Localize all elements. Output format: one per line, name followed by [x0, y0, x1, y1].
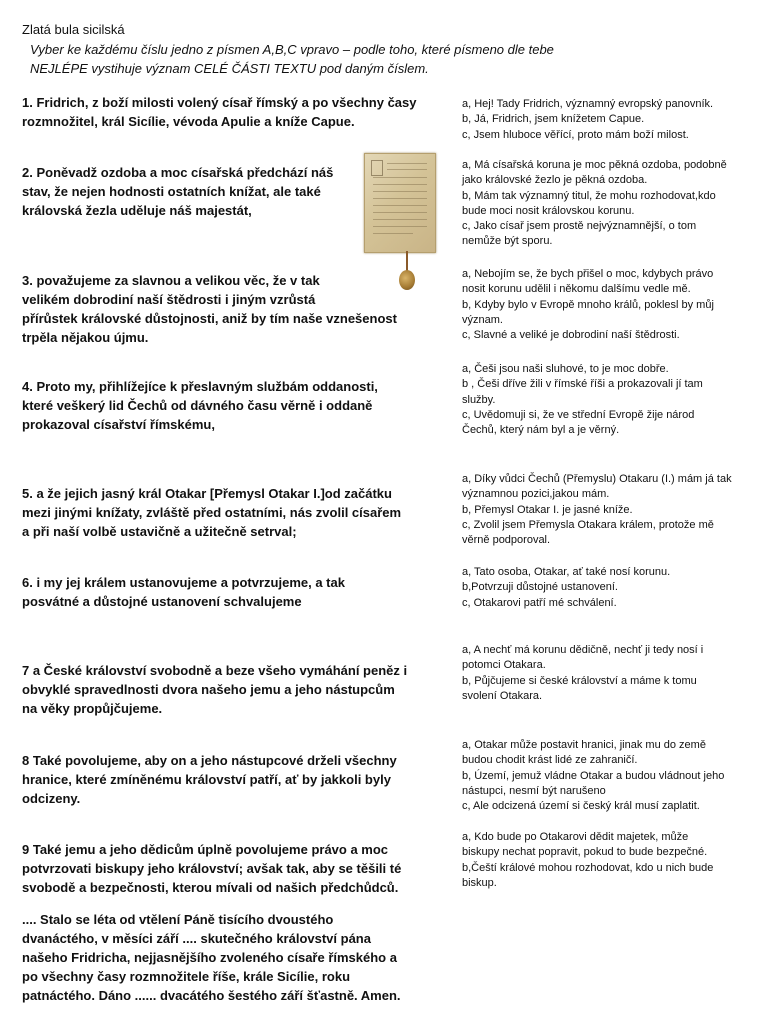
section-7-options: a, A nechť má korunu dědičně, nechť ji tedy nosí i potomci Otakara. b, Půjčujeme si české království a máme k tomu svolení Otakara.: [462, 644, 704, 702]
section-5-text: 5. a že jejich jasný král Otakar [Přemysl Otakar I.]od začátku mezi jinými knížaty, zvláště před ostatními, nás zvolil císařem a při naší volbě ustavičně a užitečně setrval;: [22, 486, 402, 539]
section-1-options: [462, 97, 762, 143]
instructions: [30, 40, 650, 78]
section-3-options: a, Nebojím se, že bych přišel o moc, kdybych právo nosit korunu udělil i někomu dalšímu vedle mě. b, Kdyby bylo v Evropě mnoho králů, poklesl by můj význam. c, Slavné a veliké je dobrodiní naší štědrosti.: [462, 268, 714, 342]
section-6-text: 6. i my jej králem ustanovujeme a potvrzujeme, a tak posvátné a důstojné ustanovení schvalujeme: [22, 575, 345, 609]
section-6-options: a, Tato osoba, Otakar, ať také nosí korunu. b,Potvrzuji důstojné ustanovení. c, Otakarovi patří mé schválení.: [462, 566, 671, 609]
golden-seal-icon: [399, 270, 415, 290]
page-title: Zlatá bula sicilská: [22, 22, 125, 37]
section-8-options: a, Otakar může postavit hranici, jinak mu do země budou chodit krást lidé ze zahraničí. b, Území, jemuž vládne Otakar a budou vládnout jeho nástupci, nesmí být narušeno c, Ale odcizená území si český král musí zaplatit.: [462, 739, 725, 813]
section-2-options: a, Má císařská koruna je moc pěkná ozdoba, podobně jako královské žezlo je pěkná ozdoba. b, Mám tak významný titul, že mohu rozhodovat,kdo bude moci nosit královskou korunu. c, Jako císař jsem prostě nejvýznamnější, o tom nemůže být sporu.: [462, 159, 727, 248]
section-4-text: 4. Proto my, přihlížejíce k přeslavným službám oddanosti, které veškerý lid Čechů od dávného času věrně i oddaně prokazoval císařství římskému,: [22, 379, 378, 432]
option-a: a, Hej! Tady Fridrich, významný evropský panovník.: [462, 98, 714, 110]
golden-bull-document-image: [364, 153, 436, 253]
section-1-text: 1. Fridrich, z boží milosti volený císař římský a po všechny časy rozmnožitel, král Sicílie, vévoda Apulie a kníže Capue.: [22, 95, 417, 129]
section-4-options: a, Češi jsou naši sluhové, to je moc dobře. b , Češi dříve žili v římské říši a prokazovali jí tam služby. c, Uvědomuji si, že ve střední Evropě žije národ Čechů, který nám byl a je věrný.: [462, 363, 703, 437]
section-7-text: 7 a České království svobodně a beze všeho vymáhání peněz i obvyklé spravedlnosti dvora našeho jemu a jeho nástupcům na věky propůjčujeme.: [22, 663, 408, 716]
section-8-text: 8 Také povolujeme, aby on a jeho nástupcové drželi všechny hranice, které zmíněnému království patří, ať by jakkoli byly odcizeny.: [22, 753, 397, 806]
section-3-text: 3. považujeme za slavnou a velikou věc, že v tak velikém dobrodiní naší štědrosti i jiným vzrůstá přírůstek královské důstojnosti, aniž by tím naše vznešenost trpěla nějakou újmu.: [22, 273, 397, 345]
option-c: c, Jsem hluboce věřící, proto mám boží milost.: [462, 128, 689, 141]
section-9-options: a, Kdo bude po Otakarovi dědit majetek, může biskupy nechat popravit, pokud to bude bezpečné. b,Čeští králové mohou rozhodovat, kdo u nich bude biskup.: [462, 831, 714, 889]
instruction-line-2: NEJLÉPE vystihuje význam CELÉ ČÁSTI TEXTU pod daným číslem.: [30, 61, 429, 76]
section-2-text: 2. Poněvadž ozdoba a moc císařská předchází náš stav, že nejen hodnosti ostatních knížat, ale také královská žezla uděluje náš majestát,: [22, 165, 334, 218]
closing-paragraph: .... Stalo se léta od vtělení Páně tisícího dvoustého dvanáctého, v měsíci září .... skutečného království pána našeho Fridricha, nejjasnějšího zvoleného císaře římského a po všechny časy rozmnožitele říše, krále Sicílie, roku patnáctého. Dáno ...... dvacátého šestého září šťastně. Amen.: [22, 912, 401, 1003]
option-b: b, Já, Fridrich, jsem knížetem Capue.: [462, 113, 645, 126]
section-5-options: a, Díky vůdci Čechů (Přemyslu) Otakaru (I.) mám já tak významnou pozici,jakou mám. b, Přemysl Otakar I. je jasné kníže. c, Zvolil jsem Přemysla Otakara králem, protože mě věrně podporoval.: [462, 473, 732, 547]
instruction-line-1: Vyber ke každému číslu jedno z písmen A,B,C vpravo – podle toho, které písmeno dle tebe: [30, 42, 554, 57]
section-9-text: 9 Také jemu a jeho dědicům úplně povolujeme právo a moc potvrzovati biskupy jeho království; avšak tak, aby se těšili té svobodě a bezpečnosti, kterou mívali od našich předchůdců.: [22, 842, 402, 895]
